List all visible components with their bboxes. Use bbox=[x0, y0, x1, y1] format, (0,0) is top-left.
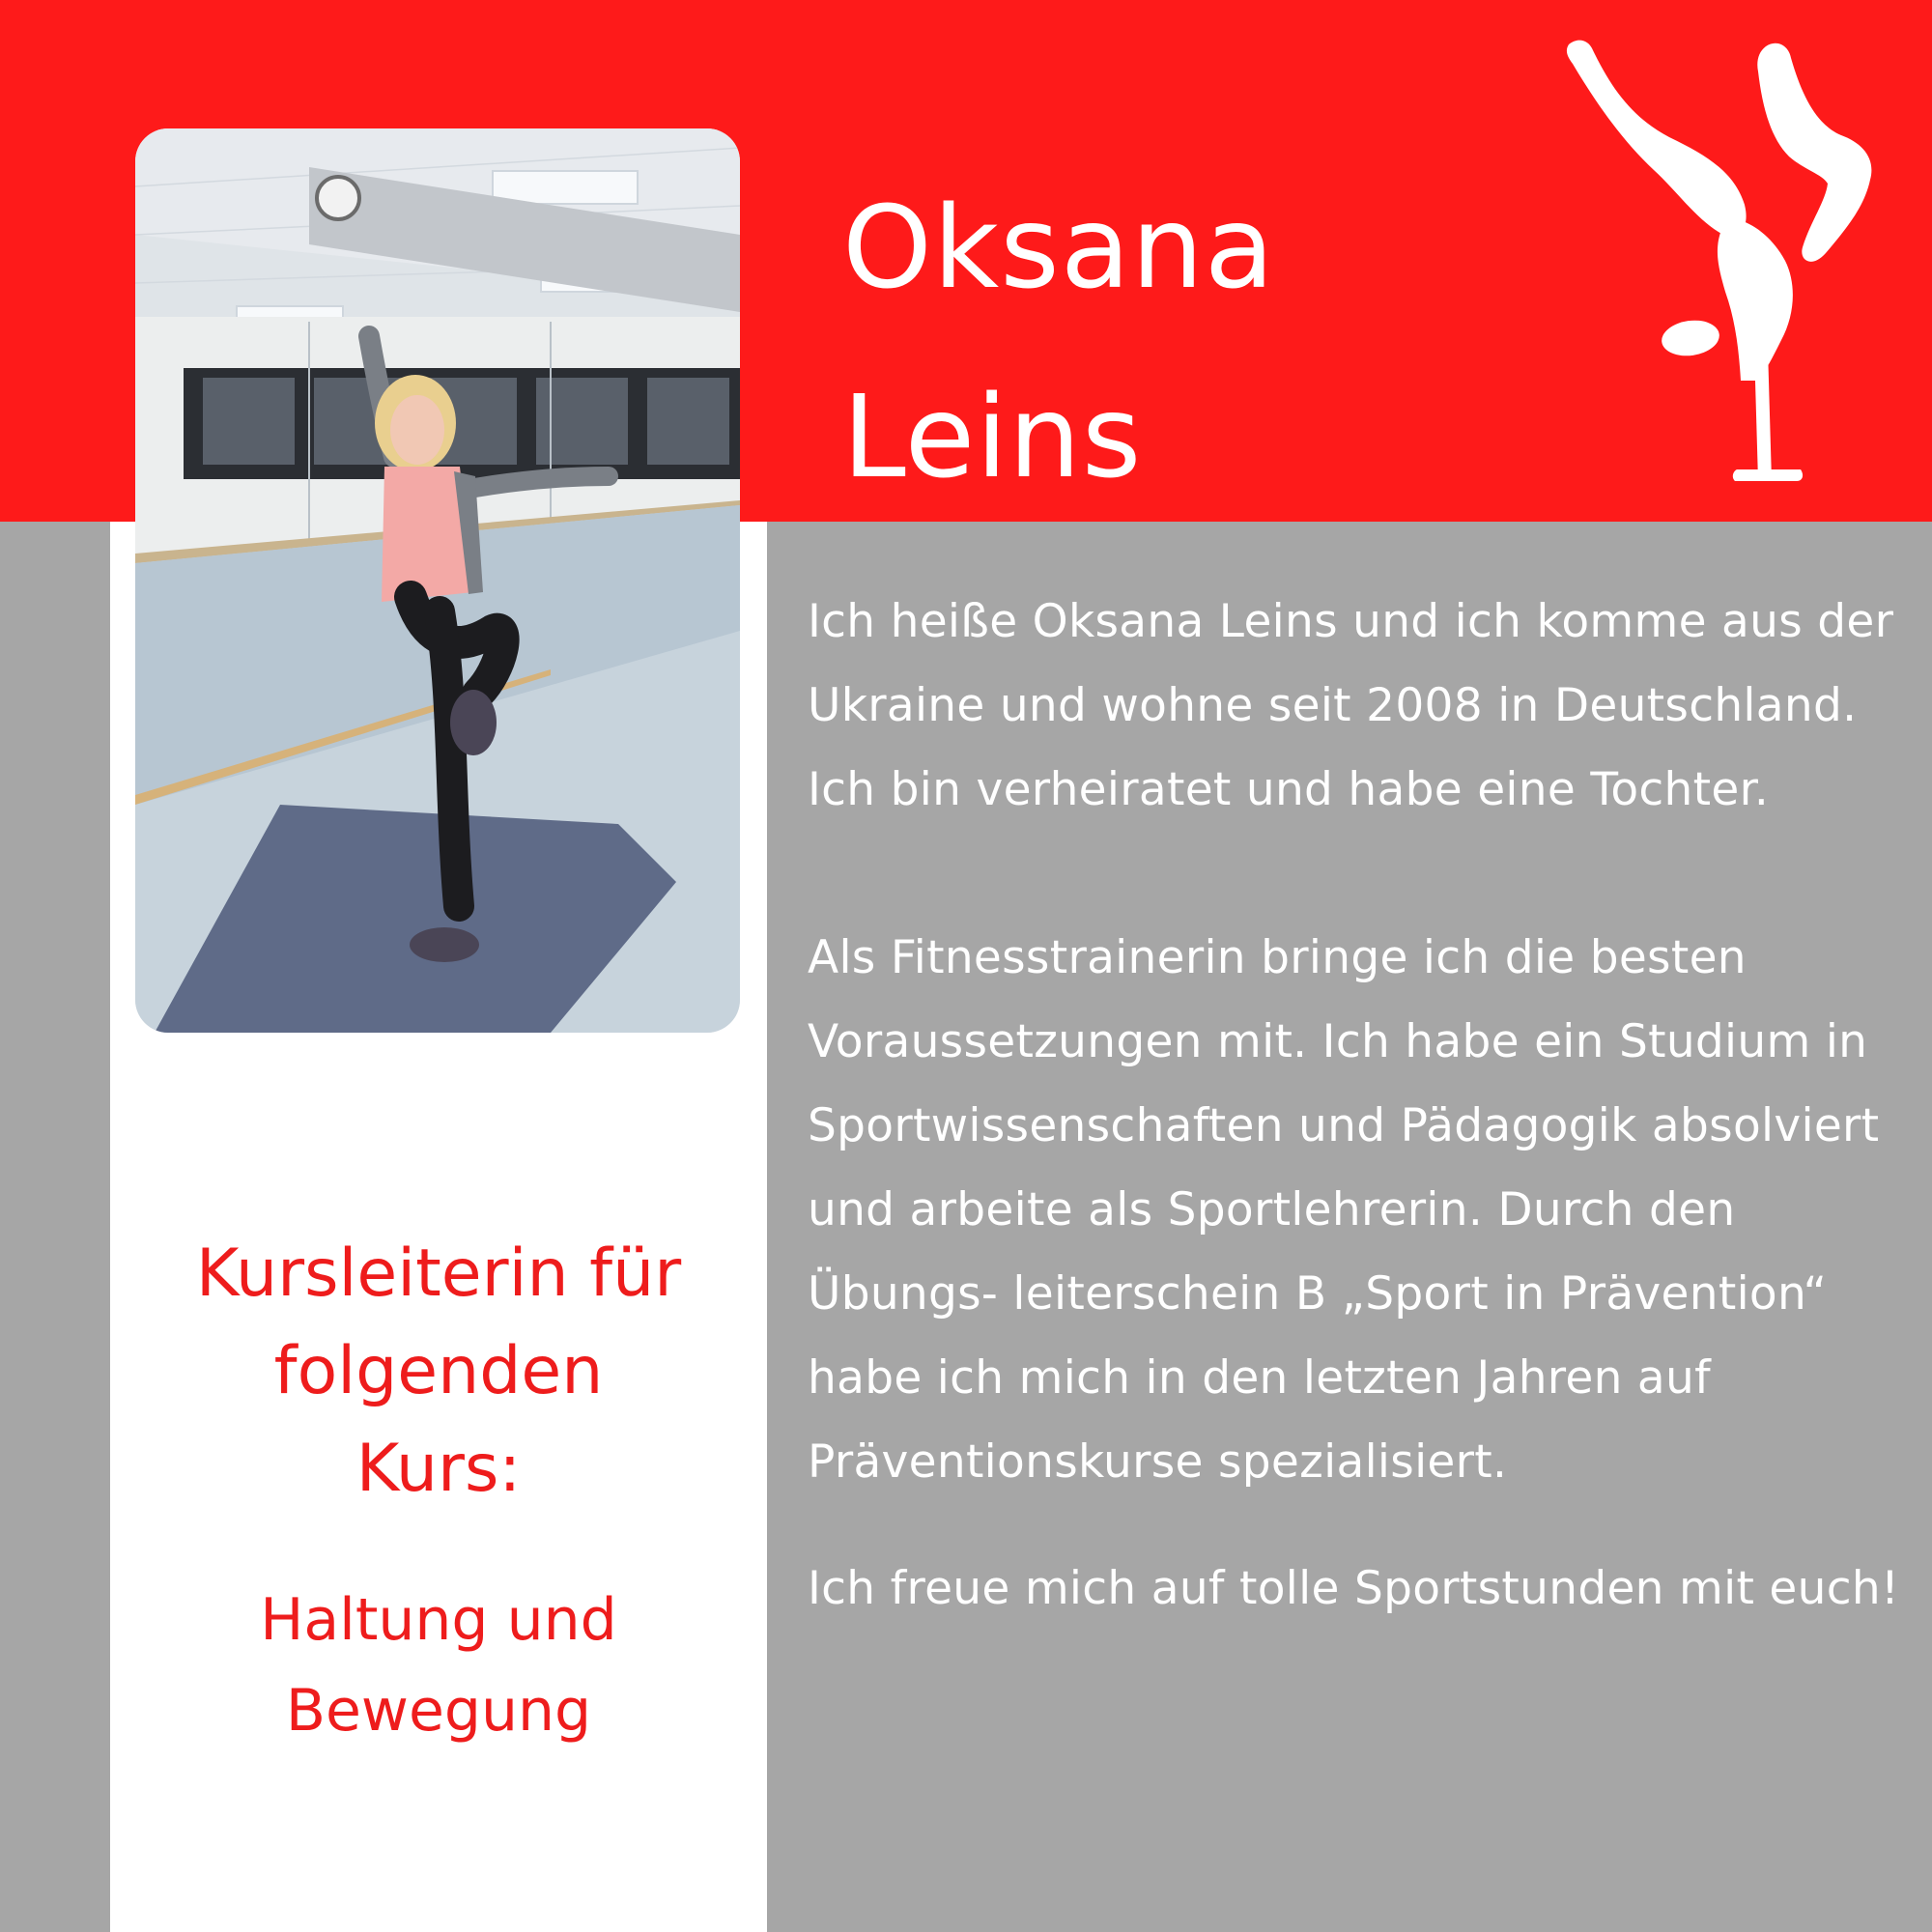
course-name-line1: Haltung und bbox=[260, 1586, 617, 1654]
course-heading-line2: folgenden bbox=[273, 1333, 604, 1409]
bio-paragraph-qualification: Als Fitnesstrainerin bringe ich die besten Voraussetzungen mit. Ich habe ein Studium in Sportwissenschaften und Pädagogik absolviert und arbeite als Sportlehrerin. Durch den Übungs- leiterschein B „Sport in Prävention“ habe ich mich in den letzten Jahren auf Präventionskurse spezialisiert. bbox=[808, 931, 1880, 1489]
gymnast-handstand-silhouette-icon bbox=[1565, 29, 1893, 483]
trainer-last-name: Leins bbox=[842, 370, 1143, 503]
course-heading bbox=[110, 1225, 767, 1518]
trainer-photo bbox=[135, 128, 740, 1033]
course-name-line2: Bewegung bbox=[285, 1677, 592, 1745]
bio-text bbox=[808, 580, 1918, 1631]
course-name bbox=[110, 1575, 767, 1756]
trainer-name bbox=[842, 153, 1275, 531]
trainer-first-name: Oksana bbox=[842, 181, 1276, 314]
bio-paragraph-origin: Ich heiße Oksana Leins und ich komme aus der Ukraine und wohne seit 2008 in Deutschland. Ich bin verheiratet und habe eine Tochter. bbox=[808, 595, 1894, 816]
bio-paragraph-closing: Ich freue mich auf tolle Sportstunden mit euch! bbox=[808, 1562, 1900, 1615]
course-heading-line3: Kurs: bbox=[355, 1431, 522, 1507]
left-gray-strip bbox=[0, 522, 110, 1932]
course-heading-line1: Kursleiterin für bbox=[195, 1236, 682, 1312]
